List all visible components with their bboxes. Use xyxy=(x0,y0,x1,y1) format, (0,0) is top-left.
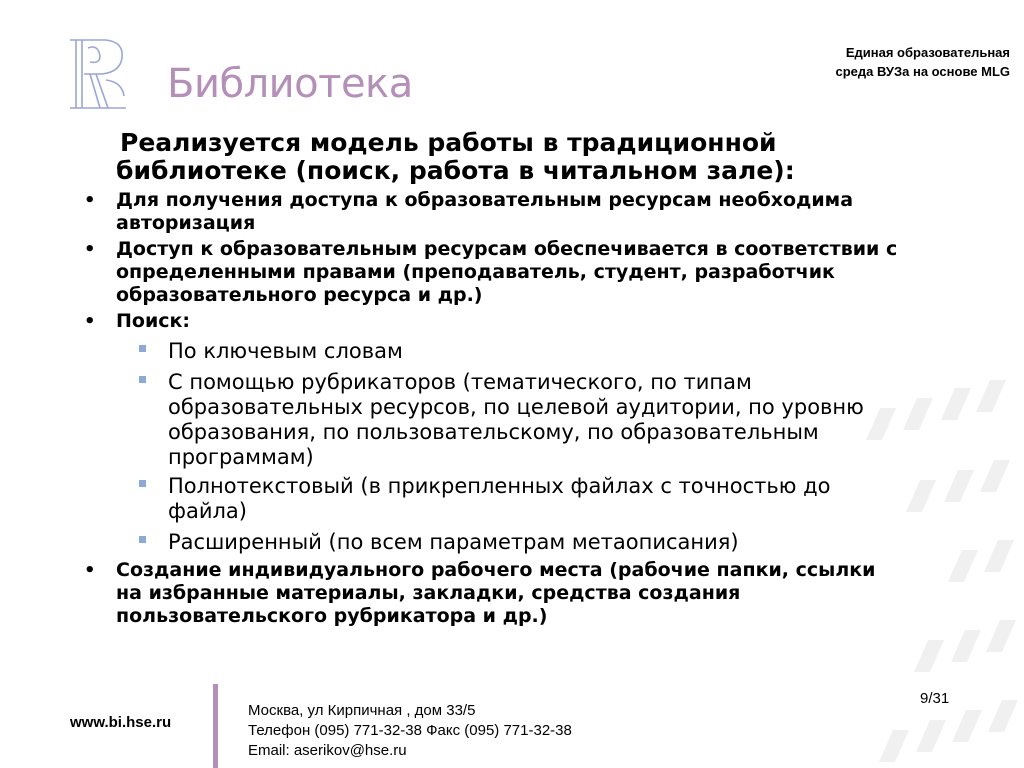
footer-contact xyxy=(248,701,572,761)
bullet-line: Поиск: xyxy=(116,310,191,332)
footer-divider xyxy=(213,684,218,768)
page-number: 9/31 xyxy=(920,690,950,707)
footer-url-link[interactable]: www.bi.hse.ru xyxy=(70,714,172,731)
search-item-line: образования, по пользовательскому, по образовательным xyxy=(168,420,819,444)
bullet-line: пользовательского рубрикатора и др.) xyxy=(116,605,548,627)
intro-heading xyxy=(116,129,986,185)
square-bullet-icon xyxy=(139,376,146,383)
bullet-line: Доступ к образовательным ресурсам обеспечивается в соответствии с xyxy=(116,238,898,260)
footer-email: Email: aserikov@hse.ru xyxy=(248,742,407,759)
square-bullet-icon xyxy=(139,480,146,487)
bullet-item xyxy=(84,559,1006,628)
bullet-line: авторизация xyxy=(116,212,256,234)
bullet-line: определенными правами (преподаватель, студент, разработчик xyxy=(116,261,835,283)
search-item-line: Полнотекстовый (в прикрепленных файлах с точностью до xyxy=(168,474,831,498)
bullet-line: Для получения доступа к образовательным ресурсам необходима xyxy=(116,189,854,211)
bullet-line: образовательного ресурса и др.) xyxy=(116,284,483,306)
bullet-line: Создание индивидуального рабочего места (рабочие папки, ссылки xyxy=(116,559,876,581)
search-item-line: С помощью рубрикаторов (тематического, по типам xyxy=(168,370,752,394)
hse-logo xyxy=(66,34,130,112)
bullet-marker: • xyxy=(84,560,96,581)
bullet-marker: • xyxy=(84,190,96,211)
square-bullet-icon xyxy=(139,536,146,543)
tagline-line: среда ВУЗа на основе MLG xyxy=(835,64,1010,79)
search-item xyxy=(168,339,988,364)
bullet-item xyxy=(84,189,1006,235)
bullet-item xyxy=(84,238,1006,307)
search-item xyxy=(168,530,988,555)
search-item-line: Расширенный (по всем параметрам метаописания) xyxy=(168,530,739,554)
search-item-line: По ключевым словам xyxy=(168,339,403,363)
search-item-line: образовательных ресурсов, по целевой аудитории, по уровню xyxy=(168,395,864,419)
header-tagline xyxy=(780,43,1010,81)
search-item xyxy=(168,370,988,470)
footer-address: Москва, ул Кирпичная , дом 33/5 xyxy=(248,702,476,719)
bullet-item xyxy=(84,310,1006,333)
search-item-line: файла) xyxy=(168,499,247,523)
page-title: Библиотека xyxy=(167,61,413,107)
bullet-marker: • xyxy=(84,239,96,260)
bullet-line: на избранные материалы, закладки, средства создания xyxy=(116,582,741,604)
footer-phone: Телефон (095) 771-32-38 Факс (095) 771-32-38 xyxy=(248,722,572,739)
search-item xyxy=(168,474,988,524)
intro-line: Реализуется модель работы в традиционной xyxy=(120,128,777,157)
intro-line: библиотеке (поиск, работа в читальном зале): xyxy=(116,156,795,185)
bullet-marker: • xyxy=(84,311,96,332)
tagline-line: Единая образовательная xyxy=(845,45,1010,60)
search-item-line: программам) xyxy=(168,445,314,469)
square-bullet-icon xyxy=(139,345,146,352)
